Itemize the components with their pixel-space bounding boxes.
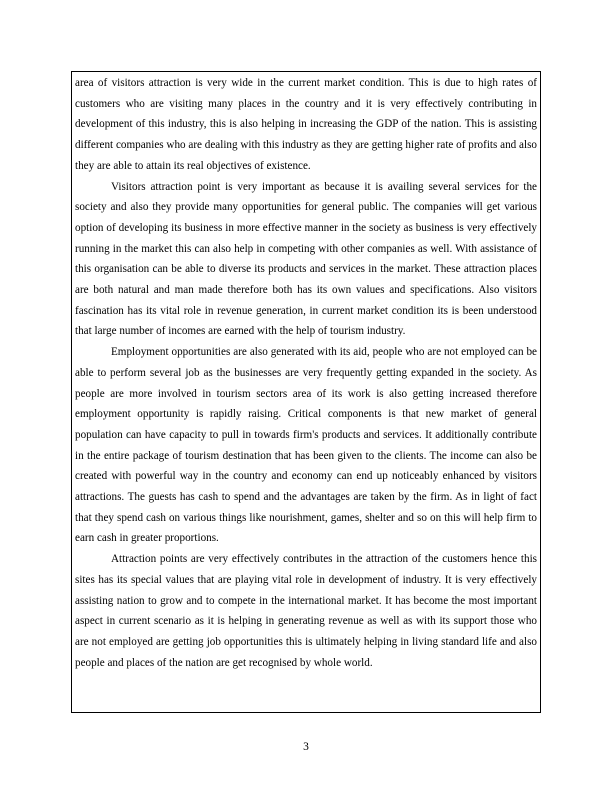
paragraph-employment: Employment opportunities are also generated with its aid, people who are not employed can be able to perform several job as the businesses are very frequently getting expanded in the society. As people are more involved in tourism sectors area of its work is also getting increased therefore employment opportunity is rapidly raising. Critical components is that new market of general population can have capacity to pull in towards firm's products and services. It additionally contribute in the entire package of tourism destination that has been given to the clients. The income can also be created with powerful way in the country and economy can end up noticeably enhanced by visitors attractions. The guests has cash to spend and the advantages are taken by the firm. As in light of fact that they spend cash on various things like nourishment, games, shelter and so on this will help firm to earn cash in greater proportions. (75, 346, 537, 545)
text-frame (71, 71, 541, 713)
page-number: 3 (303, 741, 309, 753)
paragraph-visitors-attraction: Visitors attraction point is very important as because it is availing several services for the society and also they provide many opportunities for general public. The companies will get various option of developing its business in more effective manner in the society as business is very effectively running in the market this can also help in competing with other companies as well. With assistance of this organisation can be able to diverse its products and services in the market. These attraction places are both natural and man made therefore both has its own values and specifications. Also visitors fascination has its vital role in revenue generation, in current market condition its is been understood that large number of incomes are earned with the help of tourism industry. (75, 180, 537, 338)
paragraph-attraction-points: Attraction points are very effectively contributes in the attraction of the customers hence this sites has its special values that are playing vital role in development of industry. It is very effectively assisting nation to grow and to compete in the international market. It has become the most important aspect in current scenario as it is helping in generating revenue as well as with its support those who are not employed are getting job opportunities this is ultimately helping in living standard life and also people and places of the nation are get recognised by whole world. (75, 553, 537, 669)
paragraph-continued: area of visitors attraction is very wide in the current market condition. This is due to high rates of customers who are visiting many places in the country and it is very effectively contributing in development of this industry, this is also helping in increasing the GDP of the nation. This is assisting different companies who are dealing with this industry as they are getting higher rate of profits and also they are able to attain its real objectives of existence. (75, 77, 537, 172)
